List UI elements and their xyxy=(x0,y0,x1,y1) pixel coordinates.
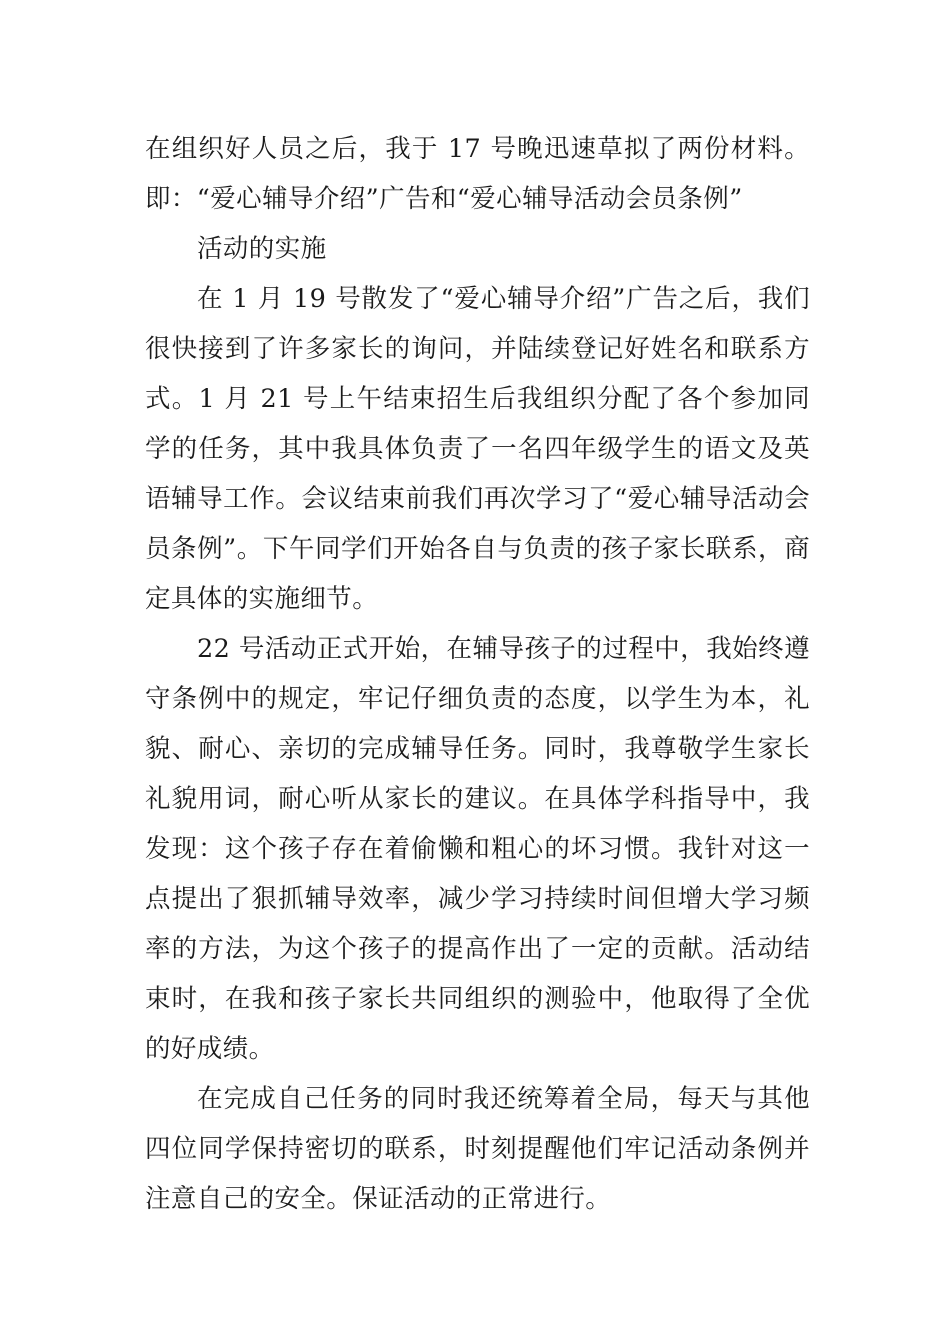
document-body xyxy=(145,124,810,1224)
paragraph-materials: 在组织好人员之后，我于 17 号晚迅速草拟了两份材料。即：“爱心辅导介绍”广告和“爱心辅导活动会员条例” xyxy=(145,134,810,214)
section-heading-implementation: 活动的实施 xyxy=(197,234,327,264)
paragraph-coordination: 在完成自己任务的同时我还统筹着全局，每天与其他四位同学保持密切的联系，时刻提醒他们牢记活动条例并注意自己的安全。保证活动的正常进行。 xyxy=(145,1084,810,1214)
paragraph-tutoring: 22 号活动正式开始，在辅导孩子的过程中，我始终遵守条例中的规定，牢记仔细负责的态度，以学生为本，礼貌、耐心、亲切的完成辅导任务。同时，我尊敬学生家长礼貌用词，耐心听从家长的建议。在具体学科指导中，我发现：这个孩子存在着偷懒和粗心的坏习惯。我针对这一点提出了狠抓辅导效率，减少学习持续时间但增大学习频率的方法，为这个孩子的提高作出了一定的贡献。活动结束时，在我和孩子家长共同组织的测验中，他取得了全优的好成绩。 xyxy=(145,634,810,1064)
paragraph-recruitment: 在 1 月 19 号散发了“爱心辅导介绍”广告之后，我们很快接到了许多家长的询问，并陆续登记好姓名和联系方式。1 月 21 号上午结束招生后我组织分配了各个参加同学的任务，其中我具体负责了一名四年级学生的语文及英语辅导工作。会议结束前我们再次学习了“爱心辅导活动会员条例”。下午同学们开始各自与负责的孩子家长联系，商定具体的实施细节。 xyxy=(145,284,810,614)
